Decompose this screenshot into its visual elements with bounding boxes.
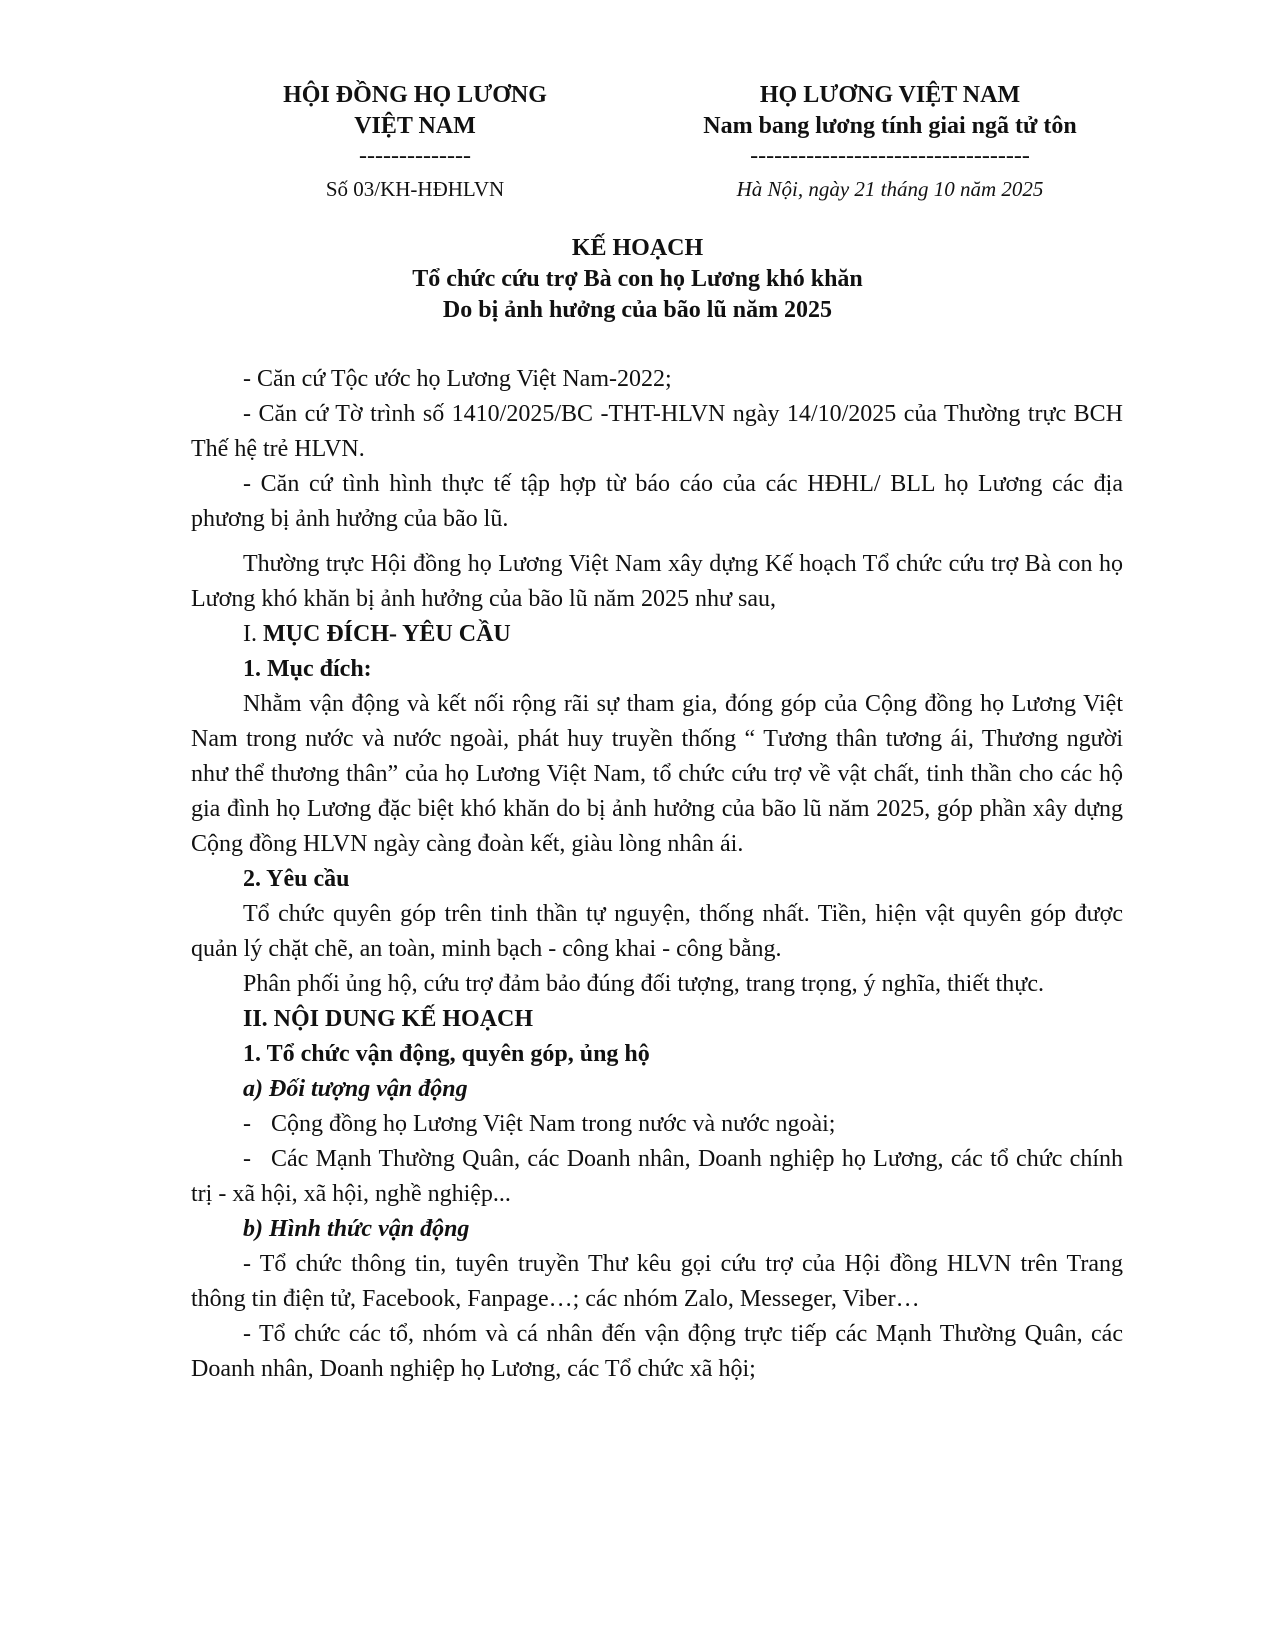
document-number: Số 03/KH-HĐHLVN: [325, 177, 505, 201]
list-item-text: Các Mạnh Thường Quân, các Doanh nhân, Doanh nghiệp họ Lương, các tổ chức chính trị - xã hội, xã hội, nghề nghiệp...: [191, 1146, 1123, 1207]
section1-sub2-text2: Phân phối ủng hộ, cứu trợ đảm bảo đúng đối tượng, trang trọng, ý nghĩa, thiết thực.: [243, 971, 1044, 997]
document-title: [0, 233, 1275, 326]
section1-heading: [191, 617, 1123, 652]
list-item: [191, 1142, 1123, 1212]
list-dash: -: [243, 1111, 251, 1137]
section1-prefix: I.: [243, 621, 263, 647]
title-main: KẾ HOẠCH: [571, 235, 704, 261]
section1-sub2-text1: Tổ chức quyên góp trên tinh thần tự nguyện, thống nhất. Tiền, hiện vật quyên góp được quản lý chặt chẽ, an toàn, minh bạch - công khai - công bằng.: [191, 901, 1123, 962]
document-body: [191, 362, 1123, 1387]
basis-item: - Căn cứ Tộc ước họ Lương Việt Nam-2022;: [243, 366, 672, 392]
org-name-line1: HỘI ĐỒNG HỌ LƯƠNG: [283, 82, 547, 108]
header-right-block: [680, 80, 1100, 206]
basis-item: - Căn cứ Tờ trình số 1410/2025/BC -THT-HLVN ngày 14/10/2025 của Thường trực BCH Thế hệ trẻ HLVN.: [191, 401, 1123, 462]
title-line2: Tổ chức cứu trợ Bà con họ Lương khó khăn: [412, 266, 863, 292]
section1-title: MỤC ĐÍCH- YÊU CẦU: [263, 621, 511, 647]
list-item: [191, 1107, 1123, 1142]
org-name-line2: VIỆT NAM: [354, 113, 476, 139]
section2-heading: II. NỘI DUNG KẾ HOẠCH: [243, 1006, 534, 1032]
header-left-divider: --------------: [359, 143, 471, 169]
header-left-block: [255, 80, 575, 206]
section1-sub1-heading: 1. Mục đích:: [243, 656, 372, 682]
section2-b-item: - Tổ chức các tổ, nhóm và cá nhân đến vận động trực tiếp các Mạnh Thường Quân, các Doanh nhân, Doanh nghiệp họ Lương, các Tổ chức xã hội;: [191, 1321, 1123, 1382]
header-right-divider: -----------------------------------: [750, 143, 1030, 169]
section2-b-item: - Tổ chức thông tin, tuyên truyền Thư kêu gọi cứu trợ của Hội đồng HLVN trên Trang thông tin điện tử, Facebook, Fanpage…; các nhóm Zalo, Messeger, Viber…: [191, 1251, 1123, 1312]
clan-motto: Nam bang lương tính giai ngã tử tôn: [703, 113, 1077, 139]
section1-sub1-text: Nhằm vận động và kết nối rộng rãi sự tham gia, đóng góp của Cộng đồng họ Lương Việt Nam trong nước và nước ngoài, phát huy truyền thống “ Tương thân tương ái, Thương người như thể thương thân” của họ Lương Việt Nam, tổ chức cứu trợ về vật chất, tinh thần cho các hộ gia đình họ Lương đặc biệt khó khăn do bị ảnh hưởng của bão lũ năm 2025, góp phần xây dựng Cộng đồng HLVN ngày càng đoàn kết, giàu lòng nhân ái.: [191, 691, 1123, 857]
list-dash: -: [243, 1146, 251, 1172]
section2-b-heading: b) Hình thức vận động: [243, 1216, 470, 1242]
section2-a-heading: a) Đối tượng vận động: [243, 1076, 468, 1102]
document-date: Hà Nội, ngày 21 tháng 10 năm 2025: [736, 177, 1044, 201]
clan-name: HỌ LƯƠNG VIỆT NAM: [759, 82, 1021, 108]
intro-paragraph: Thường trực Hội đồng họ Lương Việt Nam xây dựng Kế hoạch Tổ chức cứu trợ Bà con họ Lương khó khăn bị ảnh hưởng của bão lũ năm 2025 như sau,: [191, 551, 1123, 612]
section1-sub2-heading: 2. Yêu cầu: [243, 866, 350, 892]
section2-sub1-heading: 1. Tổ chức vận động, quyên góp, ủng hộ: [243, 1041, 650, 1067]
basis-item: - Căn cứ tình hình thực tế tập hợp từ báo cáo của các HĐHL/ BLL họ Lương các địa phương bị ảnh hưởng của bão lũ.: [191, 471, 1123, 532]
title-line3: Do bị ảnh hưởng của bão lũ năm 2025: [442, 297, 833, 323]
list-item-text: Cộng đồng họ Lương Việt Nam trong nước và nước ngoài;: [271, 1111, 836, 1137]
